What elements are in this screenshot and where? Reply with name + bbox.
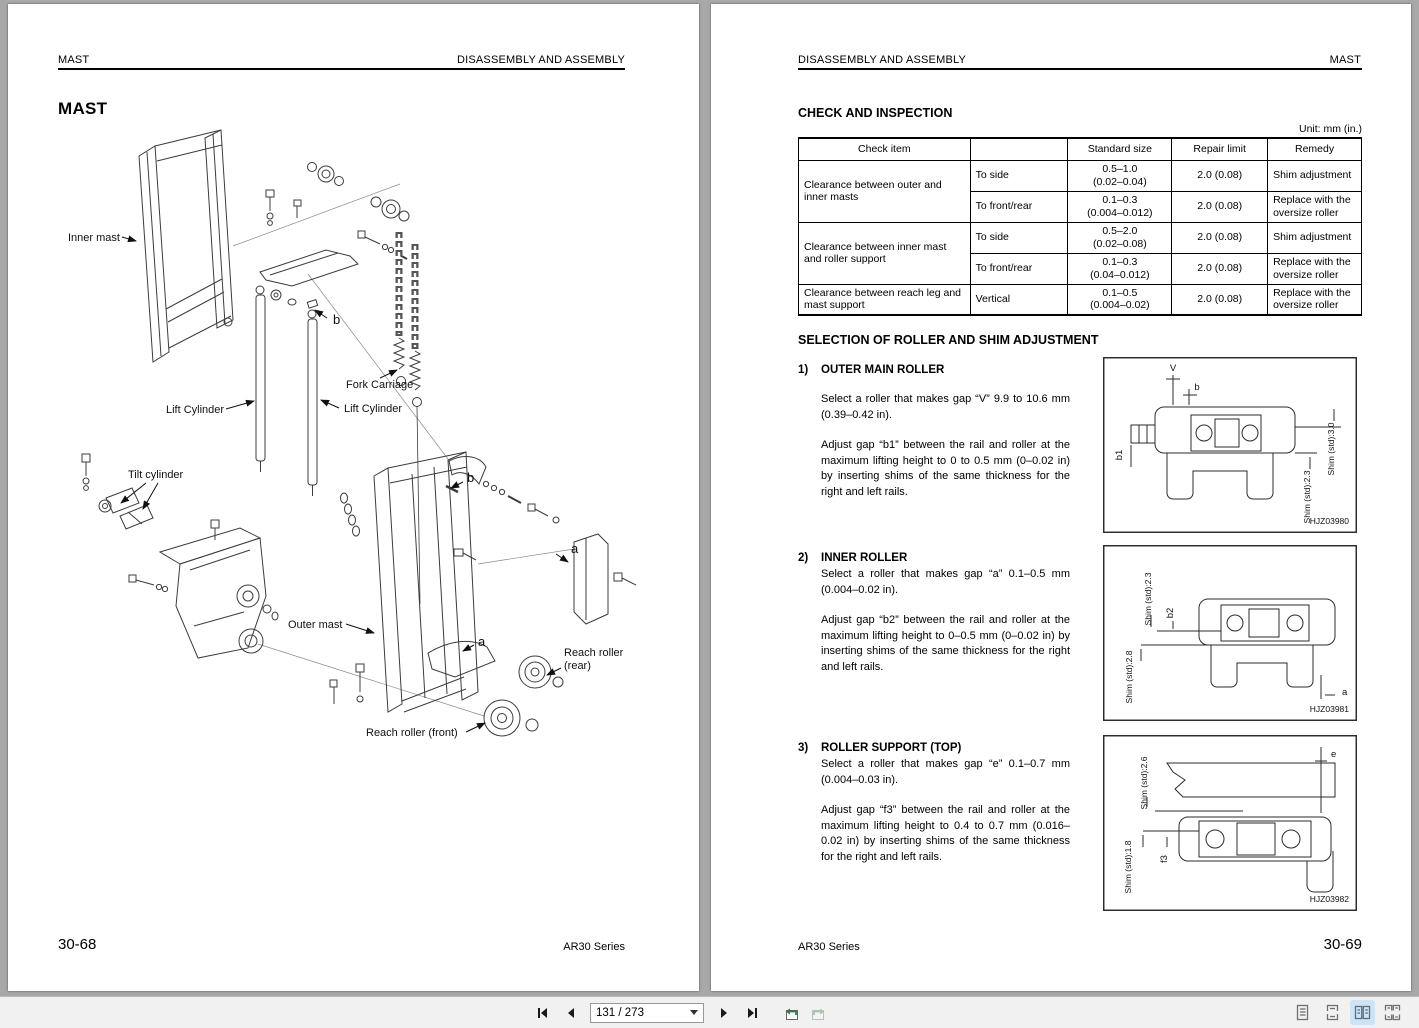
- pdf-toolbar: [0, 996, 1419, 1028]
- single-page-view-button[interactable]: [1290, 1000, 1315, 1025]
- remedy-cell: Replace with the oversize roller: [1268, 284, 1362, 315]
- page-number-field[interactable]: [590, 1003, 704, 1023]
- label-lift-cylinder-left: Lift Cylinder: [166, 404, 225, 416]
- dim-b2-label: b2: [1165, 607, 1176, 619]
- right-header-chapter: DISASSEMBLY AND ASSEMBLY: [798, 54, 967, 66]
- right-header-rule: [798, 68, 1362, 70]
- direction-cell: To side: [970, 160, 1068, 191]
- remedy-cell: Shim adjustment: [1268, 160, 1362, 191]
- selection-heading: SELECTION OF ROLLER AND SHIM ADJUSTMENT: [798, 333, 1099, 347]
- section-title: ROLLER SUPPORT (TOP): [821, 742, 962, 754]
- figure-code: HJZ03982: [1309, 894, 1349, 904]
- previous-page-button[interactable]: [558, 1000, 583, 1025]
- check-and-inspection-heading: CHECK AND INSPECTION: [798, 106, 953, 120]
- left-header-chapter: DISASSEMBLY AND ASSEMBLY: [456, 54, 625, 66]
- label-outer-mast: Outer mast: [288, 619, 343, 631]
- next-page-button[interactable]: [711, 1000, 736, 1025]
- page-number-input[interactable]: [596, 1007, 686, 1019]
- two-page-view-button[interactable]: [1350, 1000, 1375, 1025]
- section-paragraph: Select a roller that makes gap “V” 9.9 to 10.6 mm (0.39–0.42 in).: [821, 393, 1070, 421]
- shim-2-3-label: Shim (std):2.3: [1143, 572, 1153, 626]
- section-title: OUTER MAIN ROLLER: [821, 364, 945, 376]
- mast-exploded-diagram: [8, 4, 699, 990]
- shim-2-8-label: Shim (std):2.8: [1124, 650, 1134, 704]
- two-page-scrolling-button[interactable]: [1380, 1000, 1405, 1025]
- label-fork-carriage: Fork Carriage: [346, 379, 414, 391]
- label-reach-roller-rear: Reach roller: [564, 647, 624, 659]
- right-footer-series: AR30 Series: [798, 941, 860, 953]
- manual-page-right: [711, 4, 1411, 991]
- standard-size-in: (0.004–0.02): [1090, 299, 1150, 312]
- section-roller-support-top: [798, 741, 1071, 865]
- table-row: [799, 284, 1362, 315]
- scrolling-view-button[interactable]: [1320, 1000, 1345, 1025]
- previous-page-icon: [563, 1005, 579, 1021]
- standard-size-in: (0.04–0.012): [1090, 268, 1150, 281]
- section-paragraph: Adjust gap “b1” between the rail and roller at the maximum lifting height to 0 to 0.5 mm (0–0.02 in) by inserting shims of the same thickness for the right and left rails.: [821, 439, 1070, 498]
- direction-cell: Vertical: [970, 284, 1068, 315]
- label-reach-roller-front: Reach roller (front): [366, 727, 458, 739]
- section-paragraph: Adjust gap “f3” between the rail and roller at the maximum lifting height to 0.4 to 0.7 mm (0.016–0.02 in) by inserting shims of the same thickness for the right and left rails.: [821, 804, 1070, 863]
- left-page-number: 30-68: [58, 936, 97, 953]
- repair-limit-cell: 2.0 (0.08): [1172, 284, 1268, 315]
- first-page-button[interactable]: [530, 1000, 555, 1025]
- section-paragraph: Select a roller that makes gap “a” 0.1–0.5 mm (0.004–0.02 in).: [821, 568, 1070, 596]
- section-paragraph: Select a roller that makes gap “e” 0.1–0.7 mm (0.004–0.03 in).: [821, 758, 1070, 786]
- previous-view-button[interactable]: [778, 1000, 803, 1025]
- section-number: 1): [798, 364, 809, 376]
- section-outer-main-roller: [798, 363, 1071, 500]
- remedy-cell: Shim adjustment: [1268, 222, 1362, 253]
- label-point-b-2: b: [467, 470, 475, 485]
- dim-f3-label: f3: [1159, 855, 1170, 863]
- figure-code: HJZ03980: [1309, 516, 1349, 526]
- two-page-scrolling-icon: [1383, 1003, 1402, 1022]
- table-row: [799, 222, 1362, 253]
- table-row: [799, 160, 1362, 191]
- dim-a-label: a: [1342, 687, 1348, 698]
- label-tilt-cylinder: Tilt cylinder: [128, 469, 184, 481]
- repair-limit-cell: 2.0 (0.08): [1172, 253, 1268, 284]
- shim-2-6-label: Shim (std):2.6: [1139, 756, 1149, 810]
- repair-limit-cell: 2.0 (0.08): [1172, 160, 1268, 191]
- label-reach-roller-rear-2: (rear): [564, 660, 591, 672]
- dim-b-label: b: [1194, 382, 1200, 393]
- next-view-button[interactable]: [806, 1000, 831, 1025]
- diagram-linework: [82, 130, 636, 736]
- standard-size-in: (0.004–0.012): [1087, 206, 1153, 219]
- remedy-cell: Replace with the oversize roller: [1268, 253, 1362, 284]
- standard-size-cell: [1068, 253, 1172, 284]
- standard-size-cell: [1068, 191, 1172, 222]
- standard-size-mm: 0.1–0.3: [1102, 256, 1138, 268]
- first-page-icon: [535, 1005, 551, 1021]
- figure-outer-main-roller: [1103, 357, 1357, 533]
- check-item-cell: Clearance between reach leg and mast support: [799, 284, 971, 315]
- section-inner-roller: [798, 551, 1071, 675]
- last-page-button[interactable]: [739, 1000, 764, 1025]
- standard-size-in: (0.02–0.08): [1093, 237, 1147, 250]
- next-page-icon: [716, 1005, 732, 1021]
- direction-cell: To side: [970, 222, 1068, 253]
- table-header-row: [799, 138, 1362, 160]
- col-standard-size: Standard size: [1068, 138, 1172, 160]
- figure-code: HJZ03981: [1309, 704, 1349, 714]
- standard-size-mm: 0.1–0.3: [1102, 194, 1138, 206]
- unit-note: Unit: mm (in.): [1299, 123, 1362, 135]
- shim-1-8-label: Shim (std):1.8: [1123, 840, 1133, 894]
- figure-inner-roller: [1103, 545, 1357, 721]
- two-page-view-icon: [1353, 1003, 1372, 1022]
- left-header-section: MAST: [58, 54, 90, 66]
- right-header-section: MAST: [1329, 54, 1361, 66]
- previous-view-icon: [781, 1003, 801, 1022]
- check-item-cell: Clearance between inner mast and roller support: [799, 222, 971, 284]
- manual-page-left: [8, 4, 699, 991]
- left-footer-series: AR30 Series: [563, 941, 625, 953]
- single-page-view-icon: [1293, 1003, 1312, 1022]
- check-item-cell: Clearance between outer and inner masts: [799, 160, 971, 222]
- page-title-mast: MAST: [58, 99, 108, 118]
- repair-limit-cell: 2.0 (0.08): [1172, 222, 1268, 253]
- section-title: INNER ROLLER: [821, 552, 908, 564]
- col-repair-limit: Repair limit: [1172, 138, 1268, 160]
- col-direction: [970, 138, 1068, 160]
- standard-size-cell: [1068, 284, 1172, 315]
- next-view-icon: [809, 1003, 829, 1022]
- standard-size-cell: [1068, 160, 1172, 191]
- standard-size-in: (0.02–0.04): [1093, 175, 1147, 188]
- repair-limit-cell: 2.0 (0.08): [1172, 191, 1268, 222]
- scrolling-view-icon: [1323, 1003, 1342, 1022]
- section-number: 3): [798, 742, 809, 754]
- direction-cell: To front/rear: [970, 253, 1068, 284]
- page-navigation-group: [530, 1000, 831, 1025]
- standard-size-cell: [1068, 222, 1172, 253]
- page-dropdown-caret-icon[interactable]: [690, 1010, 698, 1015]
- standard-size-mm: 0.5–1.0: [1102, 163, 1138, 175]
- lift-chains: [399, 232, 415, 349]
- section-paragraph: Adjust gap “b2” between the rail and roller at the maximum lifting height to 0–0.5 mm (0–0.02 in) by inserting shims of the same thickness for the right and left rails.: [821, 614, 1070, 673]
- standard-size-mm: 0.1–0.5: [1102, 286, 1138, 299]
- dim-e-label: e: [1331, 749, 1337, 760]
- dim-v-label: V: [1169, 363, 1177, 374]
- label-inner-mast: Inner mast: [68, 232, 120, 244]
- label-point-b: b: [333, 312, 341, 327]
- dim-b1-label: b1: [1114, 449, 1125, 461]
- col-remedy: Remedy: [1268, 138, 1362, 160]
- right-page-number: 30-69: [1323, 936, 1362, 953]
- label-lift-cylinder-right: Lift Cylinder: [344, 403, 403, 415]
- figure-roller-support-top: [1103, 735, 1357, 911]
- label-point-a: a: [571, 541, 579, 556]
- last-page-icon: [744, 1005, 760, 1021]
- label-point-a-2: a: [478, 634, 486, 649]
- col-check-item: Check item: [799, 138, 971, 160]
- remedy-cell: Replace with the oversize roller: [1268, 191, 1362, 222]
- shim-2-3-label: Shim (std):2.3: [1302, 470, 1312, 524]
- section-number: 2): [798, 552, 809, 564]
- direction-cell: To front/rear: [970, 191, 1068, 222]
- inspection-table: [798, 137, 1362, 316]
- shim-3-0-label: Shim (std):3.0: [1326, 422, 1336, 476]
- page-layout-group: [1290, 1000, 1405, 1025]
- standard-size-mm: 0.5–2.0: [1102, 225, 1138, 237]
